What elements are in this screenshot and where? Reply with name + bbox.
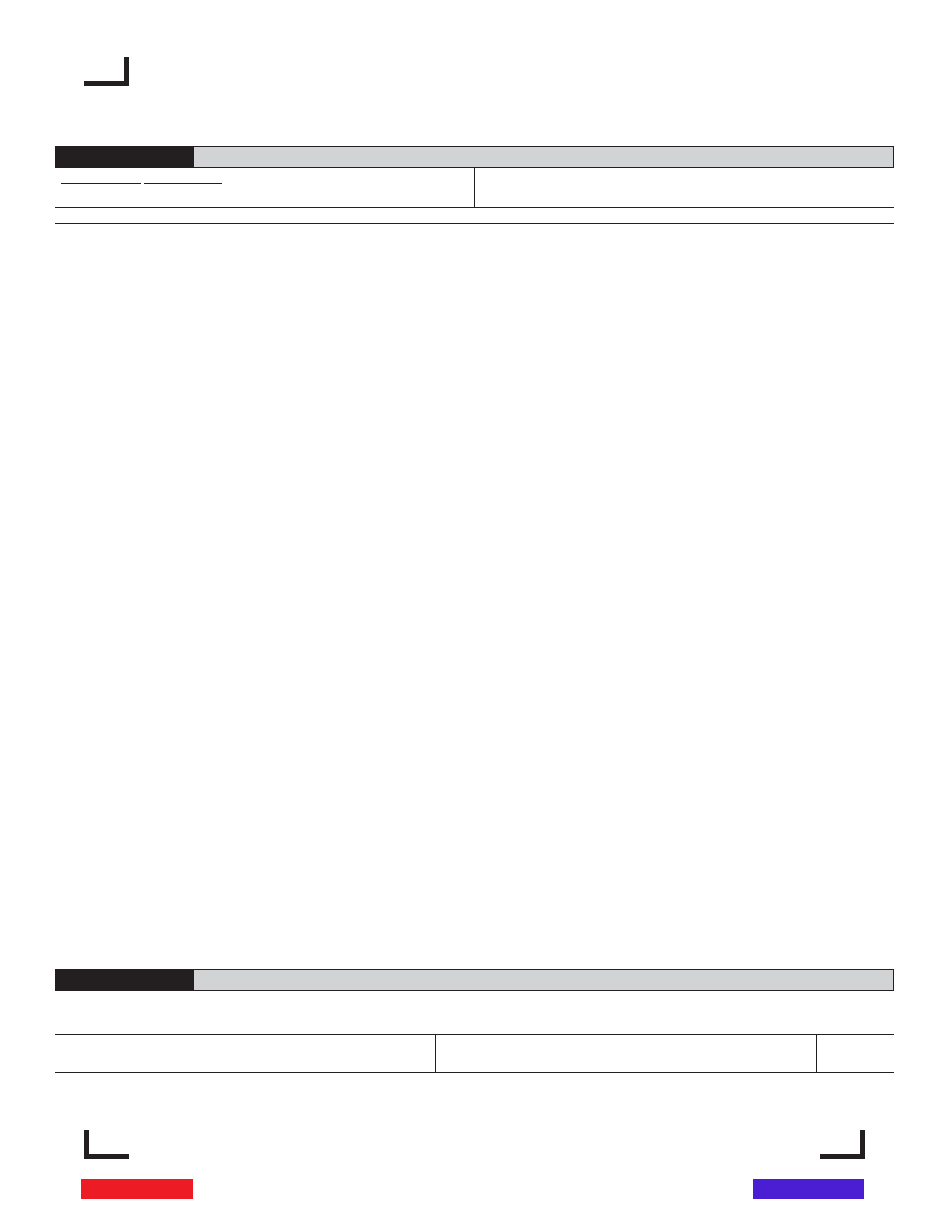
print-button[interactable] (753, 1179, 864, 1199)
section-iv-header (55, 146, 894, 168)
period-divider (474, 168, 475, 208)
section-iv-label (56, 147, 194, 167)
signature-divider (435, 1035, 436, 1073)
divider (55, 207, 894, 208)
registration-mark-top-left (84, 57, 129, 86)
reset-form-button[interactable] (81, 1179, 193, 1199)
date-divider (816, 1035, 817, 1073)
period-line2 (61, 172, 222, 187)
registration-mark-bottom-right (820, 1130, 865, 1159)
period-statement (61, 172, 222, 187)
print-name-field[interactable] (60, 1054, 430, 1070)
section-v-label (56, 970, 194, 990)
divider (55, 1072, 894, 1073)
divider (55, 223, 894, 224)
accounting-method-field[interactable] (482, 186, 888, 204)
period-end-field[interactable] (144, 172, 222, 184)
period-start-field[interactable] (61, 172, 141, 184)
date-field[interactable] (822, 1054, 890, 1070)
divider (55, 1034, 894, 1035)
registration-mark-bottom-left (84, 1130, 129, 1159)
section-v-header (55, 969, 894, 991)
